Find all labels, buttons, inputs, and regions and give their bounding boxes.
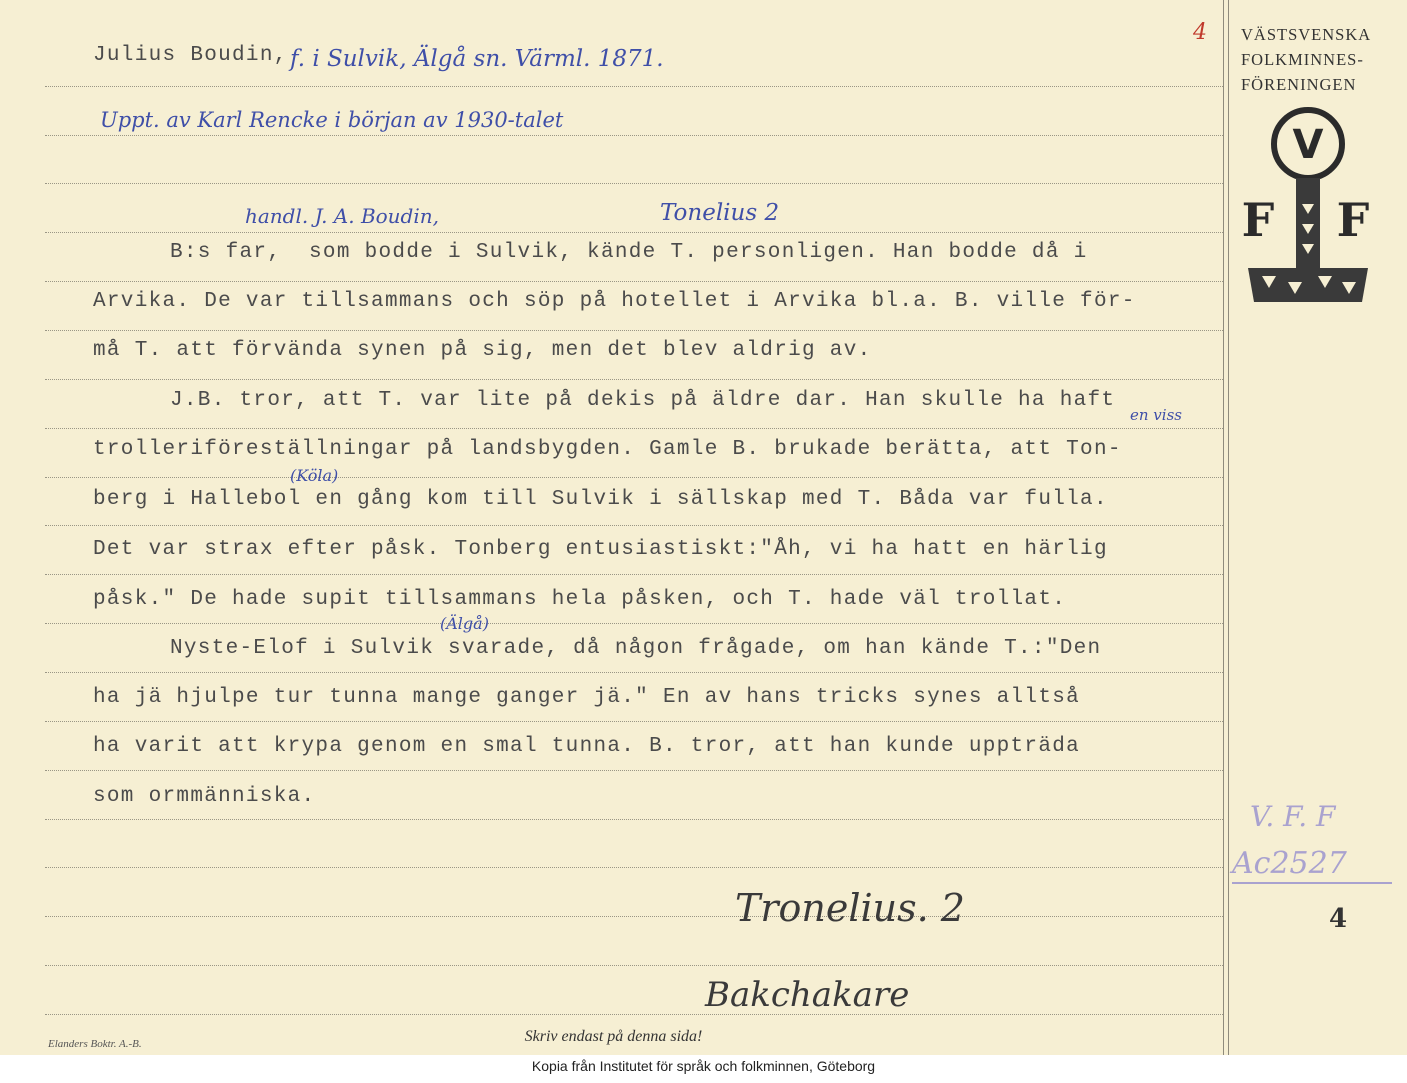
informant-details-handwritten: f. i Sulvik, Älgå sn. Värml. 1871. <box>290 46 664 72</box>
ruled-line <box>45 770 1223 771</box>
signature-line-2: Bakchakare <box>705 975 910 1015</box>
body-line-1: B:s far, som bodde i Sulvik, kände T. personligen. Han bodde då i <box>170 241 1088 264</box>
archive-stamp-number: Ac2527 <box>1232 846 1347 881</box>
write-one-side-note: Skriv endast på denna sida! <box>524 1028 703 1045</box>
body-line-7: Det var strax efter påsk. Tonberg entusiastiskt:"Åh, vi ha hatt en härlig <box>93 538 1108 561</box>
body-line-10: ha jä hjulpe tur tunna mange ganger jä." En av hans tricks synes alltså <box>93 686 1081 709</box>
body-line-9: Nyste-Elof i Sulvik svarade, då någon frågade, om han kände T.:"Den <box>170 637 1102 660</box>
body-line-2: Arvika. De var tillsammans och söp på hotellet i Arvika bl.a. B. ville för- <box>93 290 1136 313</box>
printer-credit: Elanders Boktr. A.-B. <box>48 1038 142 1050</box>
org-line-2: FOLKMINNES- <box>1241 50 1364 69</box>
signature-line-1: Tronelius. 2 <box>735 886 965 930</box>
logo-letter-f-left: F <box>1241 193 1275 247</box>
ruled-line <box>45 916 1223 917</box>
recorded-by-note: Uppt. av Karl Rencke i början av 1930-talet <box>100 108 564 132</box>
ruled-line <box>45 574 1223 575</box>
vff-logo-icon <box>1238 104 1378 309</box>
org-line-1: VÄSTSVENSKA <box>1241 25 1372 44</box>
ruled-line <box>45 672 1223 673</box>
archive-stamp-vff: V. F. F <box>1250 800 1336 833</box>
ruled-line <box>45 135 1223 136</box>
insertion-kola: (Köla) <box>290 466 339 485</box>
body-line-3: må T. att förvända synen på sig, men det blev aldrig av. <box>93 339 872 362</box>
ruled-line <box>45 721 1223 722</box>
insertion-en-viss: en viss <box>1130 406 1182 424</box>
body-line-5: trolleriföreställningar på landsbygden. Gamle B. brukade berätta, att Ton- <box>93 438 1122 461</box>
ruled-line <box>45 623 1223 624</box>
ruled-line <box>45 281 1223 282</box>
ruled-line <box>45 525 1223 526</box>
informant-name: Julius Boudin, <box>93 44 288 67</box>
insertion-father-name: handl. J. A. Boudin, <box>245 204 439 228</box>
ruled-line <box>45 965 1223 966</box>
corner-page-mark: 4 <box>1193 20 1207 45</box>
ruled-line <box>45 379 1223 380</box>
insertion-tonelius: Tonelius 2 <box>660 200 780 226</box>
body-line-4: J.B. tror, att T. var lite på dekis på äldre dar. Han skulle ha haft <box>170 389 1116 412</box>
copy-notice-bar <box>0 1055 1407 1083</box>
right-margin-line <box>1223 0 1224 1055</box>
body-line-12: som ormmänniska. <box>93 785 316 808</box>
ruled-line <box>45 867 1223 868</box>
ruled-line <box>45 232 1223 233</box>
ruled-line <box>45 183 1223 184</box>
body-line-8: påsk." De hade supit tillsammans hela påsken, och T. hade väl trollat. <box>93 588 1067 611</box>
ruled-line <box>45 819 1223 820</box>
logo-letter-v: V <box>1292 122 1324 168</box>
org-line-3: FÖRENINGEN <box>1241 75 1357 94</box>
ruled-line <box>45 428 1223 429</box>
body-line-11: ha varit att krypa genom en smal tunna. B. tror, att han kunde uppträda <box>93 735 1081 758</box>
body-line-6: berg i Hallebol en gång kom till Sulvik i sällskap med T. Båda var fulla. <box>93 488 1108 511</box>
archive-stamp-underline <box>1232 882 1392 884</box>
ruled-line <box>45 1014 1223 1015</box>
copy-notice-text: Kopia från Institutet för språk och folkminnen, Göteborg <box>531 1058 876 1074</box>
ruled-line <box>45 477 1223 478</box>
ruled-line <box>45 86 1223 87</box>
page-number: 4 <box>1329 904 1348 934</box>
right-margin-line-inner <box>1228 0 1229 1055</box>
logo-letter-f-right: F <box>1336 193 1370 247</box>
organization-name <box>1241 22 1371 97</box>
ruled-line <box>45 330 1223 331</box>
insertion-alga: (Älgå) <box>440 614 489 633</box>
